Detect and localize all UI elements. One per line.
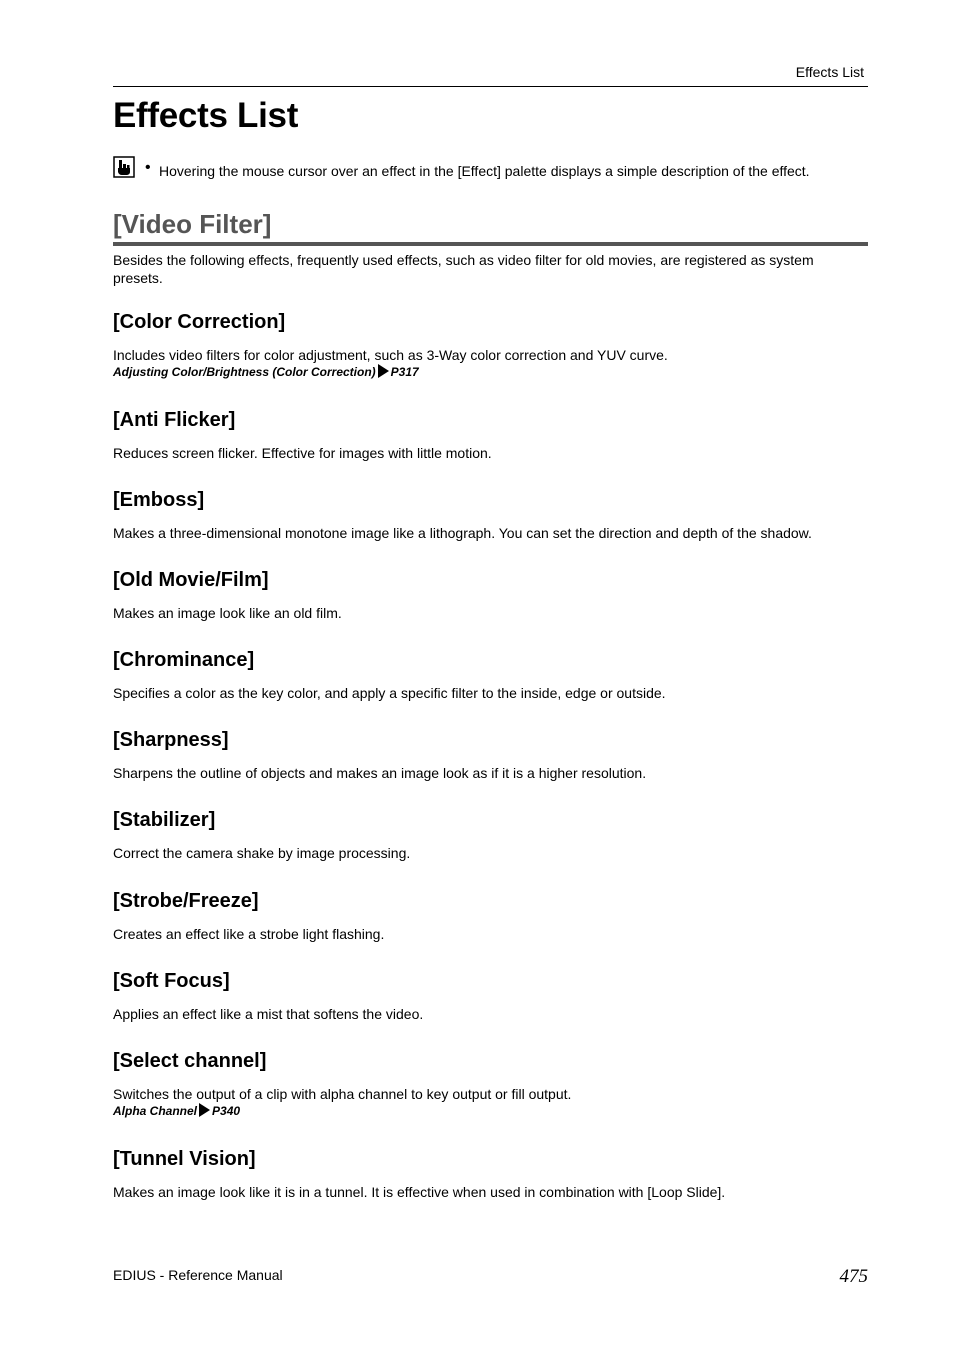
cross-reference-link[interactable] xyxy=(113,364,868,380)
subsection-title: [Chrominance] xyxy=(113,649,255,671)
footer-manual-title: EDIUS - Reference Manual xyxy=(113,1267,283,1283)
section-title: [Video Filter] xyxy=(113,209,868,246)
subsection-desc: Correct the camera shake by image processing. xyxy=(113,845,411,861)
subsection-desc: Makes an image look like an old film. xyxy=(113,605,342,621)
note-text: Hovering the mouse cursor over an effect in the [Effect] palette displays a simple description of the effect. xyxy=(159,163,810,179)
subsection-title: [Anti Flicker] xyxy=(113,409,236,431)
section-intro: Besides the following effects, frequently used effects, such as video filter for old movies, are registered as system presets. xyxy=(113,252,814,286)
subsection-desc: Sharpens the outline of objects and makes an image look as if it is a higher resolution. xyxy=(113,765,647,781)
subsection-title: [Color Correction] xyxy=(113,311,286,333)
subsection-strobe-freeze xyxy=(113,889,868,943)
reference-text: Adjusting Color/Brightness (Color Correction) xyxy=(113,365,376,379)
page-header xyxy=(113,62,868,87)
reference-page: P317 xyxy=(390,365,419,379)
subsection-title: [Soft Focus] xyxy=(113,970,230,992)
page-title: Effects List xyxy=(113,96,299,135)
cross-reference-link[interactable] xyxy=(113,1103,868,1119)
subsection-sharpness xyxy=(113,728,868,782)
subsection-anti-flicker xyxy=(113,408,868,462)
subsection-color-correction xyxy=(113,310,868,380)
subsection-tunnel-vision xyxy=(113,1147,868,1201)
note-bullet: • xyxy=(145,159,151,176)
subsection-desc: Reduces screen flicker. Effective for images with little motion. xyxy=(113,445,492,461)
subsection-title: [Tunnel Vision] xyxy=(113,1148,256,1170)
subsection-emboss xyxy=(113,488,868,542)
subsection-title: [Emboss] xyxy=(113,489,205,511)
reference-text: Alpha Channel xyxy=(113,1104,198,1118)
subsection-desc: Includes video filters for color adjustment, such as 3-Way color correction and YUV curve. xyxy=(113,347,668,363)
subsection-title: [Stabilizer] xyxy=(113,809,216,831)
subsection-title: [Sharpness] xyxy=(113,729,229,751)
subsection-title: [Old Movie/Film] xyxy=(113,569,269,591)
subsection-desc: Applies an effect like a mist that softens the video. xyxy=(113,1006,424,1022)
subsection-desc: Creates an effect like a strobe light flashing. xyxy=(113,926,385,942)
running-title: Effects List xyxy=(795,64,864,80)
subsection-desc: Switches the output of a clip with alpha channel to key output or fill output. xyxy=(113,1086,572,1102)
note xyxy=(113,156,868,184)
subsection-title: [Strobe/Freeze] xyxy=(113,890,259,912)
page-number: 475 xyxy=(839,1266,868,1287)
subsection-desc: Specifies a color as the key color, and apply a specific filter to the inside, edge or outside. xyxy=(113,685,666,701)
arrow-icon xyxy=(378,364,389,378)
subsection-soft-focus xyxy=(113,969,868,1023)
subsection-title: [Select channel] xyxy=(113,1050,267,1072)
arrow-icon xyxy=(199,1103,210,1117)
subsection-select-channel xyxy=(113,1049,868,1119)
hand-icon xyxy=(113,156,135,178)
subsection-old-movie-film xyxy=(113,568,868,622)
subsection-desc: Makes a three-dimensional monotone image like a lithograph. You can set the direction and depth of the shadow. xyxy=(113,525,812,541)
subsection-chrominance xyxy=(113,648,868,702)
reference-page: P340 xyxy=(212,1104,241,1118)
subsection-stabilizer xyxy=(113,808,868,862)
subsection-desc: Makes an image look like it is in a tunnel. It is effective when used in combination with [Loop Slide]. xyxy=(113,1184,726,1200)
